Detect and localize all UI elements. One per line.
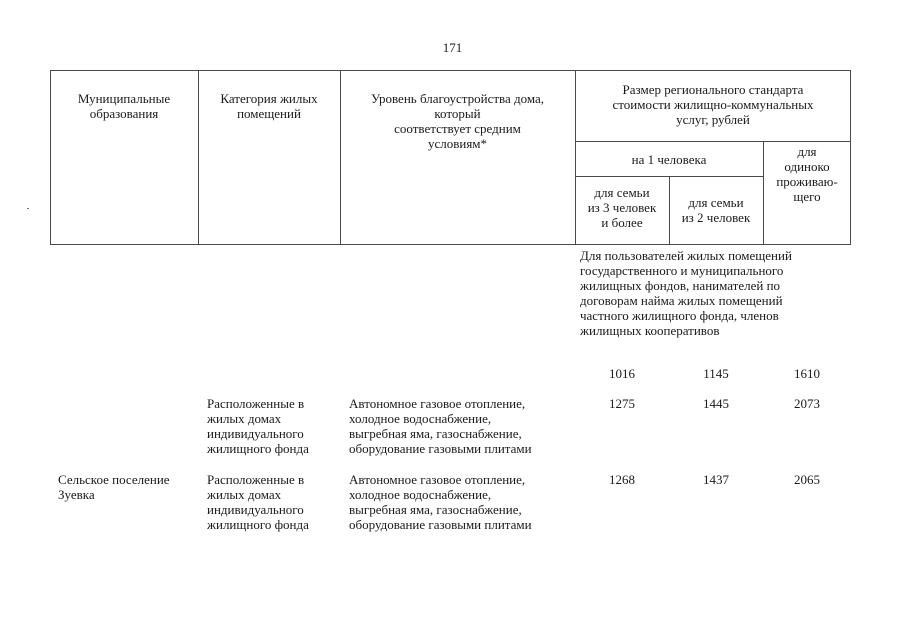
header-bottom-rule [50, 244, 851, 245]
cell-line: жилых домах [207, 487, 282, 502]
scan-mark [27, 208, 29, 209]
header-single [763, 144, 851, 204]
row-0-value-family2: 1145 [703, 366, 729, 381]
cell-line: Сельское поселение [58, 472, 170, 487]
row-1-level [349, 396, 575, 456]
cell-line: Автономное газовое отопление, [349, 472, 526, 487]
header-top-rule [50, 70, 851, 71]
header-level [340, 91, 575, 151]
header-per-person: на 1 человека [631, 152, 707, 167]
header-text-line: помещений [237, 106, 301, 121]
header-text-line: для семьи [594, 185, 650, 200]
header-text-line: из 3 человек [587, 200, 657, 215]
row-2-category [207, 472, 347, 532]
row-1-category [207, 396, 347, 456]
row-2-value-family2: 1437 [703, 472, 729, 487]
cell-line: оборудование газовыми плитами [349, 517, 532, 532]
cell-line: Расположенные в [207, 396, 305, 411]
note-line: жилищных фондов, нанимателей по [580, 278, 781, 293]
cell-line: жилых домах [207, 411, 282, 426]
header-standard [575, 82, 851, 127]
header-family2 [669, 195, 763, 225]
row-2-level [349, 472, 575, 532]
header-text-line: проживаю- [776, 174, 838, 189]
note-line: частного жилищного фонда, членов [580, 308, 779, 323]
header-text-line: Уровень благоустройства дома, [370, 91, 545, 106]
cell-line: оборудование газовыми плитами [349, 441, 532, 456]
header-text-line: стоимости жилищно-коммунальных [612, 97, 814, 112]
row-1-value-family2: 1445 [703, 396, 729, 411]
note-line: государственного и муниципального [580, 263, 784, 278]
row-2-value-single: 2065 [794, 472, 820, 487]
header-text-line: Категория жилых [220, 91, 318, 106]
header-text-line: образования [89, 106, 159, 121]
cell-line: холодное водоснабжение, [349, 411, 492, 426]
cell-line: выгребная яма, газоснабжение, [349, 426, 522, 441]
header-category [198, 91, 340, 121]
cell-line: жилищного фонда [207, 441, 309, 456]
header-text-line: одиноко [784, 159, 830, 174]
row-2-value-family3: 1268 [609, 472, 635, 487]
row-1-value-single: 2073 [794, 396, 820, 411]
header-text-line: соответствует средним [394, 121, 521, 136]
row-1-value-family3: 1275 [609, 396, 635, 411]
header-text-line: Муниципальные [77, 91, 171, 106]
header-text-line: для семьи [688, 195, 744, 210]
header-municipality [50, 91, 198, 121]
table-header [50, 70, 851, 245]
note-line: жилищных кооперативов [580, 323, 720, 338]
row-2-municipality [58, 472, 204, 502]
row-0-value-single: 1610 [794, 366, 820, 381]
cell-line: жилищного фонда [207, 517, 309, 532]
header-text-line: Размер регионального стандарта [622, 82, 804, 97]
row-0-value-family3: 1016 [609, 366, 635, 381]
header-text-line: из 2 человек [681, 210, 751, 225]
cell-line: Автономное газовое отопление, [349, 396, 526, 411]
cell-line: Зуевка [58, 487, 95, 502]
header-mid-rule [575, 141, 851, 142]
header-text-line: услуг, рублей [676, 112, 750, 127]
header-text-line: который [434, 106, 481, 121]
page-number: 171 [442, 40, 463, 55]
header-text-line: щего [793, 189, 821, 204]
header-text-line: условиям* [427, 136, 488, 151]
cell-line: холодное водоснабжение, [349, 487, 492, 502]
header-family3 [575, 185, 669, 230]
header-text-line: и более [601, 215, 643, 230]
note-line: Для пользователей жилых помещений [580, 248, 792, 263]
header-text-line: для [797, 144, 817, 159]
cell-line: выгребная яма, газоснабжение, [349, 502, 522, 517]
note-line: договорам найма жилых помещений [580, 293, 783, 308]
cell-line: индивидуального [207, 426, 304, 441]
cell-line: Расположенные в [207, 472, 305, 487]
section-note [580, 248, 860, 338]
cell-line: индивидуального [207, 502, 304, 517]
